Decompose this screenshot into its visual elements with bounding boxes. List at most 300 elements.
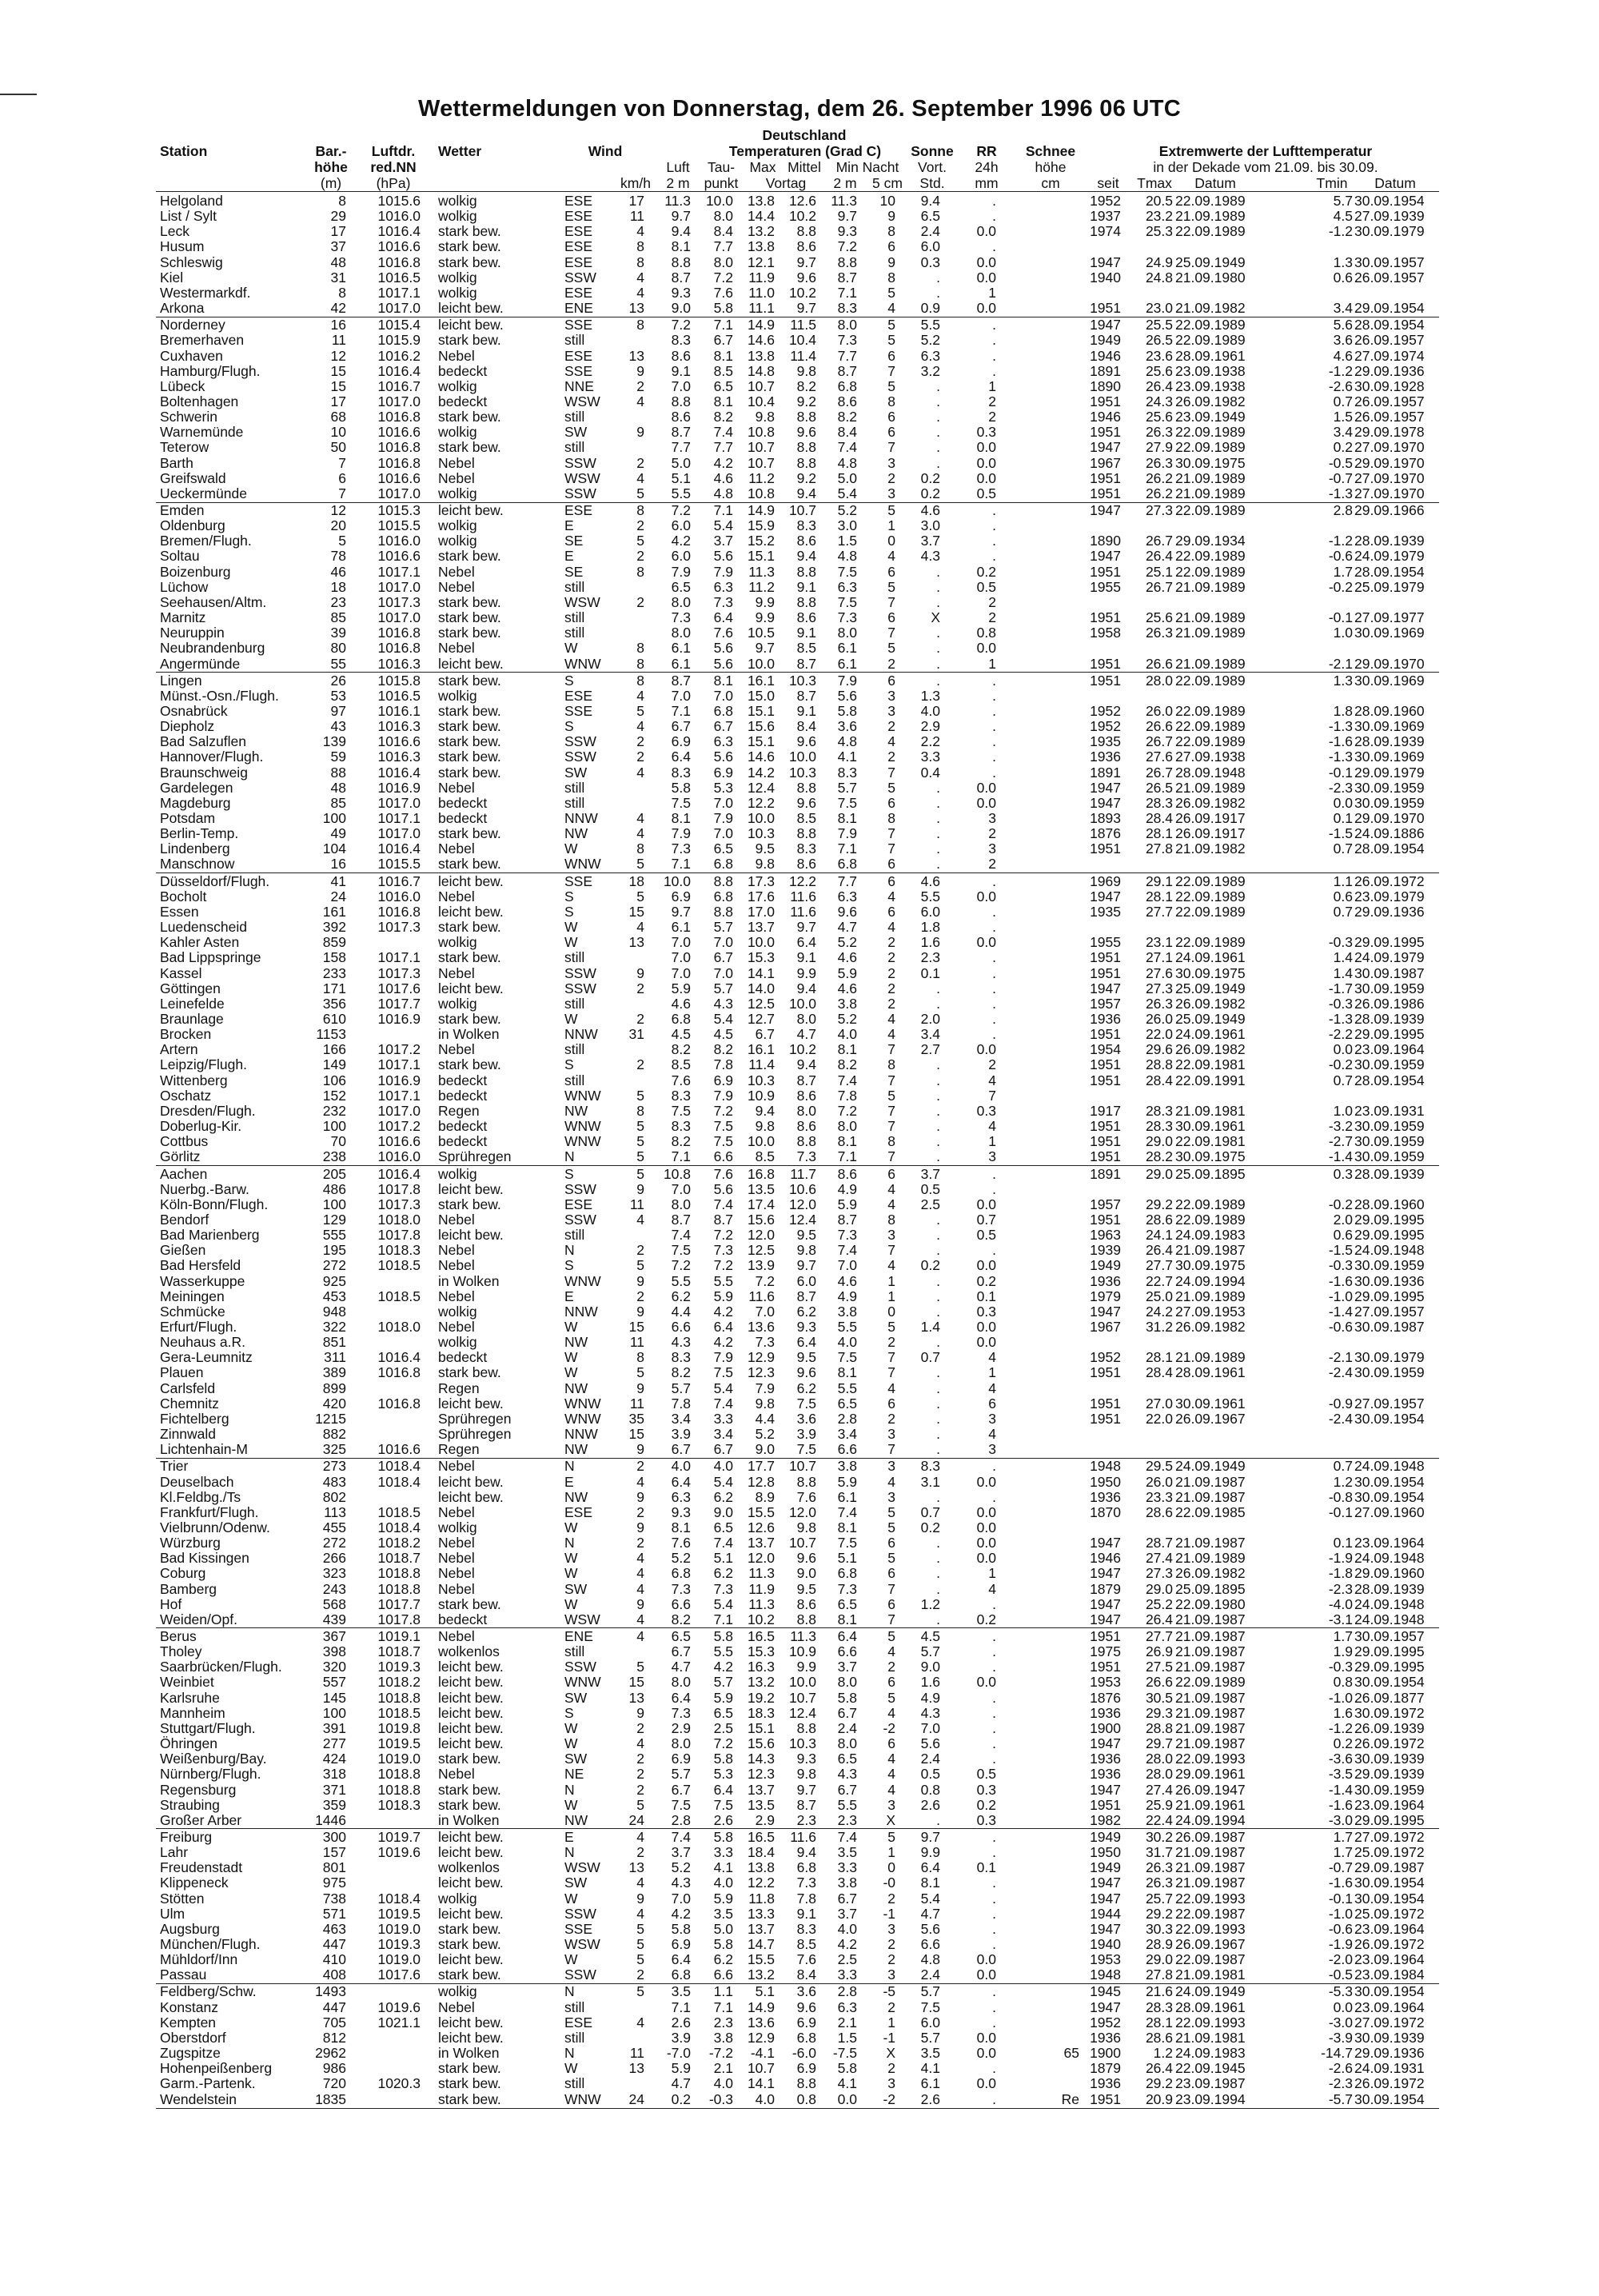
cell-luft: 8.7 (671, 1211, 691, 1228)
cell-sonne: 4.9 (920, 1689, 940, 1706)
cell-datum-min: 30.09.1954 (1354, 1674, 1425, 1691)
cell-max: 12.0 (747, 1227, 775, 1244)
cell-tmin: -0.6 (1328, 1319, 1353, 1335)
cell-mittel: 11.7 (790, 1165, 816, 1182)
cell-mittel: 9.8 (796, 1766, 816, 1783)
cell-tmin: -1.2 (1328, 223, 1353, 240)
cell-tmax: 26.6 (1145, 718, 1173, 735)
cell-bar-hoehe: 26 (330, 672, 346, 689)
cell-mittel: 10.7 (788, 1689, 816, 1706)
cell-luftdruck: 1021.1 (377, 2014, 421, 2030)
cell-min-5cm: 6 (887, 563, 895, 580)
cell-sonne-empty: . (936, 1227, 940, 1244)
cell-sonne-empty: . (936, 1565, 940, 1582)
table-row (0, 1335, 1599, 1350)
cell-wind-speed: 2 (636, 1781, 644, 1798)
cell-luftdruck: 1016.0 (377, 1148, 421, 1165)
cell-min-2m: 8.1 (837, 1364, 857, 1381)
cell-wind-dir: WSW (564, 1859, 600, 1876)
cell-station: Schleswig (160, 254, 223, 270)
cell-mittel: 9.1 (796, 1905, 816, 1922)
cell-bar-hoehe: 389 (322, 1364, 346, 1381)
cell-sonne: 0.4 (920, 764, 940, 781)
cell-bar-hoehe: 232 (322, 1102, 346, 1119)
cell-min-2m: 3.8 (837, 995, 857, 1012)
cell-sonne: 6.3 (920, 347, 940, 364)
cell-min-5cm: 8 (887, 269, 895, 286)
cell-min-5cm: 3 (887, 1488, 895, 1505)
cell-luftdruck: 1018.3 (377, 1242, 421, 1259)
cell-bar-hoehe: 557 (322, 1674, 346, 1691)
cell-taupunkt: 7.4 (713, 1196, 733, 1212)
cell-datum-min: 30.09.1954 (1354, 2090, 1425, 2107)
cell-taupunkt: 7.0 (713, 687, 733, 704)
cell-tmin: 0.7 (1333, 1458, 1353, 1475)
cell-datum-max: 25.09.1949 (1175, 254, 1246, 270)
cell-wind-dir: NE (564, 1766, 584, 1783)
cell-max: 10.7 (747, 377, 775, 394)
cell-wind-dir: ESE (564, 284, 593, 301)
cell-taupunkt: 7.2 (713, 269, 733, 286)
cell-station: Öhringen (160, 1735, 217, 1751)
cell-datum-min: 23.09.1964 (1354, 1796, 1425, 1813)
cell-rr: 0.0 (976, 1967, 996, 1983)
table-row (0, 239, 1599, 254)
cell-bar-hoehe: 859 (322, 934, 346, 951)
cell-station: Oldenburg (160, 517, 225, 534)
cell-station: Freudenstadt (160, 1859, 243, 1876)
cell-mittel: 8.3 (796, 841, 816, 857)
cell-datum-max: 29.09.1934 (1175, 533, 1246, 549)
cell-tmin: -5.3 (1328, 1983, 1353, 2000)
cell-min-5cm: 7 (887, 625, 895, 641)
cell-rr: 0.5 (976, 1227, 996, 1244)
cell-taupunkt: 7.5 (713, 1364, 733, 1381)
cell-luft: 5.9 (671, 2060, 691, 2077)
table-row (0, 1167, 1599, 1182)
table-row (0, 1412, 1599, 1427)
cell-wetter: Nebel (438, 1628, 475, 1644)
cell-tmin: 1.4 (1333, 949, 1353, 966)
cell-min-5cm: 4 (887, 1196, 895, 1212)
cell-wetter: bedeckt (438, 1072, 488, 1088)
cell-tmin: 0.6 (1333, 269, 1353, 286)
cell-wind-dir: N (564, 2045, 575, 2061)
cell-tmin: -0.2 (1328, 1056, 1353, 1073)
cell-taupunkt: 5.8 (713, 300, 733, 316)
cell-luft: 7.4 (671, 1227, 691, 1244)
cell-tmin: 1.6 (1333, 1704, 1353, 1721)
cell-min-5cm: 4 (887, 1766, 895, 1783)
cell-rr: 0.5 (976, 485, 996, 501)
cell-luftdruck: 1016.8 (377, 1395, 421, 1412)
cell-rr: 4 (988, 1118, 996, 1134)
cell-datum-max: 21.09.1987 (1175, 1875, 1246, 1891)
table-row (0, 2000, 1599, 2015)
cell-taupunkt: 5.6 (713, 749, 733, 765)
cell-bar-hoehe: 129 (322, 1211, 346, 1228)
cell-taupunkt: 8.8 (713, 872, 733, 889)
cell-luftdruck: 1017.0 (377, 393, 421, 409)
cell-datum-min: 23.09.1984 (1354, 1967, 1425, 1983)
cell-seit: 1947 (1090, 1595, 1121, 1612)
table-row (0, 826, 1599, 841)
cell-wetter: leicht bew. (438, 903, 504, 920)
cell-bar-hoehe: 195 (322, 1242, 346, 1259)
cell-wind-dir: W (564, 2060, 578, 2077)
table-row (0, 1535, 1599, 1551)
cell-rr-empty: . (992, 1643, 996, 1660)
cell-rr: 0.3 (976, 1102, 996, 1119)
cell-station: Klippeneck (160, 1875, 229, 1891)
table-row (0, 1675, 1599, 1690)
cell-wind-dir: W (564, 1550, 578, 1567)
cell-rr: 2 (988, 1056, 996, 1073)
cell-min-5cm: 6 (887, 672, 895, 689)
cell-wind-dir: WSW (564, 469, 600, 486)
cell-rr: 1 (988, 1133, 996, 1150)
cell-rr: 0.2 (976, 1272, 996, 1289)
cell-seit: 1947 (1090, 980, 1121, 996)
cell-tmax: 26.5 (1145, 779, 1173, 796)
cell-wind-dir: W (564, 1890, 578, 1907)
cell-wind-dir: still (564, 578, 585, 595)
cell-tmax: 27.9 (1145, 439, 1173, 456)
cell-min-2m: 6.7 (837, 1704, 857, 1721)
cell-station: Plauen (160, 1364, 204, 1381)
cell-luft: 5.0 (671, 454, 691, 471)
cell-mittel: 7.3 (796, 1875, 816, 1891)
cell-station: List / Sylt (160, 208, 217, 225)
cell-min-2m: 7.3 (837, 609, 857, 625)
cell-bar-hoehe: 463 (322, 1920, 346, 1937)
cell-taupunkt: 8.2 (713, 1041, 733, 1058)
cell-station: Bocholt (160, 888, 207, 904)
cell-bar-hoehe: 371 (322, 1781, 346, 1798)
cell-wind-dir: still (564, 332, 585, 349)
cell-min-2m: 5.5 (837, 1796, 857, 1813)
cell-luftdruck: 1019.5 (377, 1905, 421, 1922)
header-min5cm: 5 cm (872, 175, 903, 191)
cell-wind-speed: 9 (636, 1704, 644, 1721)
cell-rr-empty: . (992, 1936, 996, 1952)
cell-max: -4.1 (750, 2045, 775, 2061)
cell-wetter: leicht bew. (438, 317, 504, 333)
cell-min-5cm: 4 (887, 1751, 895, 1767)
header-schnee1: Schnee (1025, 143, 1076, 159)
header-seit: seit (1097, 175, 1119, 191)
header-station: Station (160, 143, 208, 159)
cell-seit: 1946 (1090, 347, 1121, 364)
cell-mittel: 0.8 (796, 2090, 816, 2107)
cell-min-5cm: 2 (887, 1410, 895, 1427)
cell-tmax: 24.3 (1145, 393, 1173, 409)
cell-station: Hof (160, 1595, 182, 1612)
cell-min-5cm: 2 (887, 995, 895, 1012)
cell-luftdruck: 1016.7 (377, 872, 421, 889)
cell-rr-empty: . (992, 1999, 996, 2015)
cell-luft: 8.0 (671, 1674, 691, 1691)
cell-seit: 1952 (1090, 718, 1121, 735)
cell-max: 10.0 (747, 1133, 775, 1150)
cell-taupunkt: 7.4 (713, 1395, 733, 1412)
cell-rr-empty: . (992, 687, 996, 704)
table-row (0, 1967, 1599, 1983)
cell-taupunkt: 5.3 (713, 779, 733, 796)
cell-mittel: 8.7 (796, 687, 816, 704)
cell-mittel: 12.0 (788, 1503, 816, 1520)
cell-bar-hoehe: 46 (330, 563, 346, 580)
cell-min-5cm: 3 (887, 1227, 895, 1244)
cell-min-5cm: 2 (887, 980, 895, 996)
cell-taupunkt: 7.0 (713, 964, 733, 981)
cell-wind-dir: W (564, 1951, 578, 1968)
cell-tmax: 28.7 (1145, 1535, 1173, 1551)
cell-min-2m: 5.7 (837, 779, 857, 796)
cell-max: 11.8 (748, 1890, 775, 1907)
cell-rr: 0.0 (976, 454, 996, 471)
cell-station: Zugspitze (160, 2045, 221, 2061)
cell-bar-hoehe: 424 (322, 1751, 346, 1767)
cell-seit: 1947 (1090, 254, 1121, 270)
cell-seit: 1951 (1090, 424, 1121, 441)
cell-datum-max: 22.09.1989 (1175, 888, 1246, 904)
cell-seit: 1951 (1090, 1211, 1121, 1228)
cell-tmin: -2.3 (1328, 1580, 1353, 1597)
cell-luft: 6.4 (671, 1689, 691, 1706)
cell-datum-max: 21.09.1989 (1175, 1349, 1246, 1366)
cell-wind-dir: WSW (564, 1611, 600, 1627)
cell-rr: 2 (988, 609, 996, 625)
cell-datum-min: 30.09.1969 (1354, 672, 1425, 689)
cell-bar-hoehe: 17 (330, 393, 346, 409)
cell-datum-max: 30.09.1975 (1175, 1257, 1246, 1274)
table-row (0, 2046, 1599, 2061)
header-tau2: punkt (704, 175, 739, 191)
cell-tmax: 24.8 (1145, 269, 1173, 286)
cell-seit: 1935 (1090, 903, 1121, 920)
cell-min-5cm: -2 (883, 1719, 895, 1736)
cell-wind-dir: NW (564, 1811, 588, 1828)
header-rr1: RR (976, 143, 997, 159)
cell-luftdruck: 1017.7 (377, 1595, 421, 1612)
cell-wind-speed: 13 (628, 1859, 644, 1876)
cell-max: 4.0 (755, 2090, 775, 2107)
cell-station: Cuxhaven (160, 347, 223, 364)
cell-taupunkt: 7.8 (713, 1056, 733, 1073)
cell-seit: 1891 (1090, 362, 1121, 379)
cell-seit: 1951 (1090, 1364, 1121, 1381)
cell-datum-min: 29.09.1954 (1354, 300, 1425, 316)
cell-luft: 3.9 (671, 2029, 691, 2046)
cell-luft: 5.2 (671, 1859, 691, 1876)
cell-bar-hoehe: 1835 (315, 2090, 346, 2107)
cell-sonne-empty: . (936, 1410, 940, 1427)
cell-wetter: wolkig (438, 1890, 477, 1907)
cell-wind-speed: 2 (636, 1719, 644, 1736)
cell-luft: 4.4 (671, 1303, 691, 1320)
cell-luft: 4.2 (671, 1905, 691, 1922)
cell-mittel: 10.3 (788, 1735, 816, 1751)
cell-bar-hoehe: 145 (322, 1689, 346, 1706)
cell-mittel: 7.8 (796, 1890, 816, 1907)
cell-datum-min: 29.09.1978 (1354, 424, 1425, 441)
cell-tmin: 1.0 (1333, 1102, 1353, 1119)
cell-max: 8.9 (755, 1488, 775, 1505)
cell-mittel: 7.6 (796, 1951, 816, 1968)
cell-luft: 7.2 (671, 502, 691, 518)
cell-tmin: 5.7 (1333, 193, 1353, 209)
cell-luftdruck: 1017.3 (377, 919, 421, 935)
cell-tmax: 26.7 (1145, 764, 1173, 781)
cell-luft: 8.3 (671, 1087, 691, 1104)
cell-tmin: 0.0 (1333, 794, 1353, 811)
cell-min-2m: 2.8 (837, 1410, 857, 1427)
cell-wetter: leicht bew. (438, 502, 504, 518)
cell-station: Leck (160, 223, 189, 240)
cell-seit: 1950 (1090, 1473, 1121, 1490)
cell-mittel: 8.3 (796, 1920, 816, 1937)
cell-wind-dir: S (564, 903, 574, 920)
cell-mittel: 8.7 (796, 1072, 816, 1088)
cell-station: Bremen/Flugh. (160, 533, 252, 549)
cell-min-5cm: 6 (887, 238, 895, 255)
cell-tmax: 27.3 (1145, 980, 1173, 996)
cell-datum-min: 29.09.1995 (1354, 934, 1425, 951)
cell-max: 14.3 (747, 1751, 775, 1767)
header-max: Max (749, 159, 776, 175)
cell-tmin: -0.6 (1328, 1920, 1353, 1937)
cell-taupunkt: 7.7 (713, 238, 733, 255)
cell-datum-min: 24.09.1979 (1354, 949, 1425, 966)
cell-wind-speed: 2 (636, 980, 644, 996)
cell-tmax: 29.2 (1145, 1905, 1173, 1922)
cell-min-2m: 7.8 (837, 1087, 857, 1104)
cell-tmax: 26.3 (1145, 1859, 1173, 1876)
cell-tmin: 1.1 (1333, 872, 1353, 889)
cell-seit: 1935 (1090, 733, 1121, 750)
cell-sonne-empty: . (936, 1242, 940, 1259)
cell-rr-empty: . (992, 1920, 996, 1937)
cell-max: 9.0 (755, 1441, 775, 1458)
table-row (0, 765, 1599, 781)
cell-mittel: 8.3 (796, 517, 816, 534)
cell-luft: 7.0 (671, 964, 691, 981)
cell-seit: 1937 (1090, 208, 1121, 225)
cell-rr: 0.0 (976, 469, 996, 486)
cell-luft: 7.1 (671, 1148, 691, 1165)
cell-sonne: 6.0 (920, 2014, 940, 2030)
cell-seit: 1951 (1090, 1148, 1121, 1165)
cell-taupunkt: 2.1 (713, 2060, 733, 2077)
cell-wetter: stark bew. (438, 718, 501, 735)
cell-bar-hoehe: 88 (330, 764, 346, 781)
cell-station: Passau (160, 1967, 207, 1983)
cell-min-2m: 8.3 (837, 300, 857, 316)
cell-sonne: 3.1 (920, 1473, 940, 1490)
cell-wind-speed: 4 (636, 1735, 644, 1751)
cell-tmax: 22.0 (1145, 1410, 1173, 1427)
cell-mittel: 9.7 (796, 300, 816, 316)
cell-wind-speed: 2 (636, 1242, 644, 1259)
cell-bar-hoehe: 97 (330, 702, 346, 719)
cell-taupunkt: 6.4 (713, 1319, 733, 1335)
cell-luft: 8.6 (671, 409, 691, 425)
cell-min-5cm: 8 (887, 1056, 895, 1073)
cell-seit: 1951 (1090, 1659, 1121, 1675)
table-row (0, 194, 1599, 209)
cell-max: 12.0 (747, 1550, 775, 1567)
cell-luft: 8.5 (671, 1056, 691, 1073)
cell-tmax: 26.0 (1145, 1011, 1173, 1027)
cell-seit: 1955 (1090, 934, 1121, 951)
cell-datum-max: 21.09.1981 (1175, 1967, 1246, 1983)
cell-seit: 1940 (1090, 1936, 1121, 1952)
cell-luft: 7.3 (671, 609, 691, 625)
cell-taupunkt: -7.2 (708, 2045, 733, 2061)
cell-wind-dir: NW (564, 825, 588, 842)
cell-wetter: stark bew. (438, 672, 501, 689)
table-row (0, 2061, 1599, 2076)
cell-min-2m: 4.7 (837, 919, 857, 935)
cell-min-5cm: -0 (883, 1875, 895, 1891)
cell-luft: 6.7 (671, 1441, 691, 1458)
cell-rr-empty: . (992, 1242, 996, 1259)
cell-luft: 4.7 (671, 1659, 691, 1675)
cell-luft: 9.4 (671, 223, 691, 240)
cell-bar-hoehe: 447 (322, 1999, 346, 2015)
cell-datum-max: 24.09.1949 (1175, 1458, 1246, 1475)
cell-max: 4.4 (755, 1410, 775, 1427)
cell-tmax: 21.6 (1145, 1983, 1173, 2000)
cell-tmax: 25.5 (1145, 317, 1173, 333)
cell-wind-dir: WNW (564, 1410, 601, 1427)
cell-datum-min: 29.09.1979 (1354, 764, 1425, 781)
cell-max: 11.9 (748, 1580, 775, 1597)
cell-min-5cm: 2 (887, 1999, 895, 2015)
cell-bar-hoehe: 483 (322, 1473, 346, 1490)
cell-luftdruck: 1019.0 (377, 1951, 421, 1968)
cell-min-2m: 8.3 (837, 764, 857, 781)
cell-luft: 8.3 (671, 332, 691, 349)
cell-wetter: wolkig (438, 193, 477, 209)
cell-taupunkt: 5.3 (713, 1766, 733, 1783)
cell-wind-speed: 2 (636, 1503, 644, 1520)
cell-rr: 0.0 (976, 223, 996, 240)
cell-datum-min: 29.09.1970 (1354, 454, 1425, 471)
cell-bar-hoehe: 29 (330, 208, 346, 225)
table-row (0, 781, 1599, 796)
cell-wetter: Regen (438, 1380, 480, 1396)
cell-wetter: Nebel (438, 1550, 475, 1567)
cell-mittel: 9.7 (796, 1257, 816, 1274)
cell-wind-speed: 8 (636, 254, 644, 270)
cell-seit: 1951 (1090, 949, 1121, 966)
cell-luft: 7.5 (671, 1102, 691, 1119)
cell-luftdruck: 1016.0 (377, 208, 421, 225)
cell-datum-max: 21.09.1987 (1175, 1242, 1246, 1259)
cell-wetter: Nebel (438, 1458, 475, 1475)
cell-rr-empty: . (992, 672, 996, 689)
cell-sonne: 0.2 (920, 469, 940, 486)
cell-seit: 1949 (1090, 1859, 1121, 1876)
cell-mittel: 8.4 (796, 1967, 816, 1983)
cell-station: Kahler Asten (160, 934, 240, 951)
cell-datum-max: 21.09.1987 (1175, 1611, 1246, 1627)
cell-min-2m: 6.1 (837, 655, 857, 672)
cell-bar-hoehe: 238 (322, 1148, 346, 1165)
cell-station: Neuhaus a.R. (160, 1334, 246, 1351)
